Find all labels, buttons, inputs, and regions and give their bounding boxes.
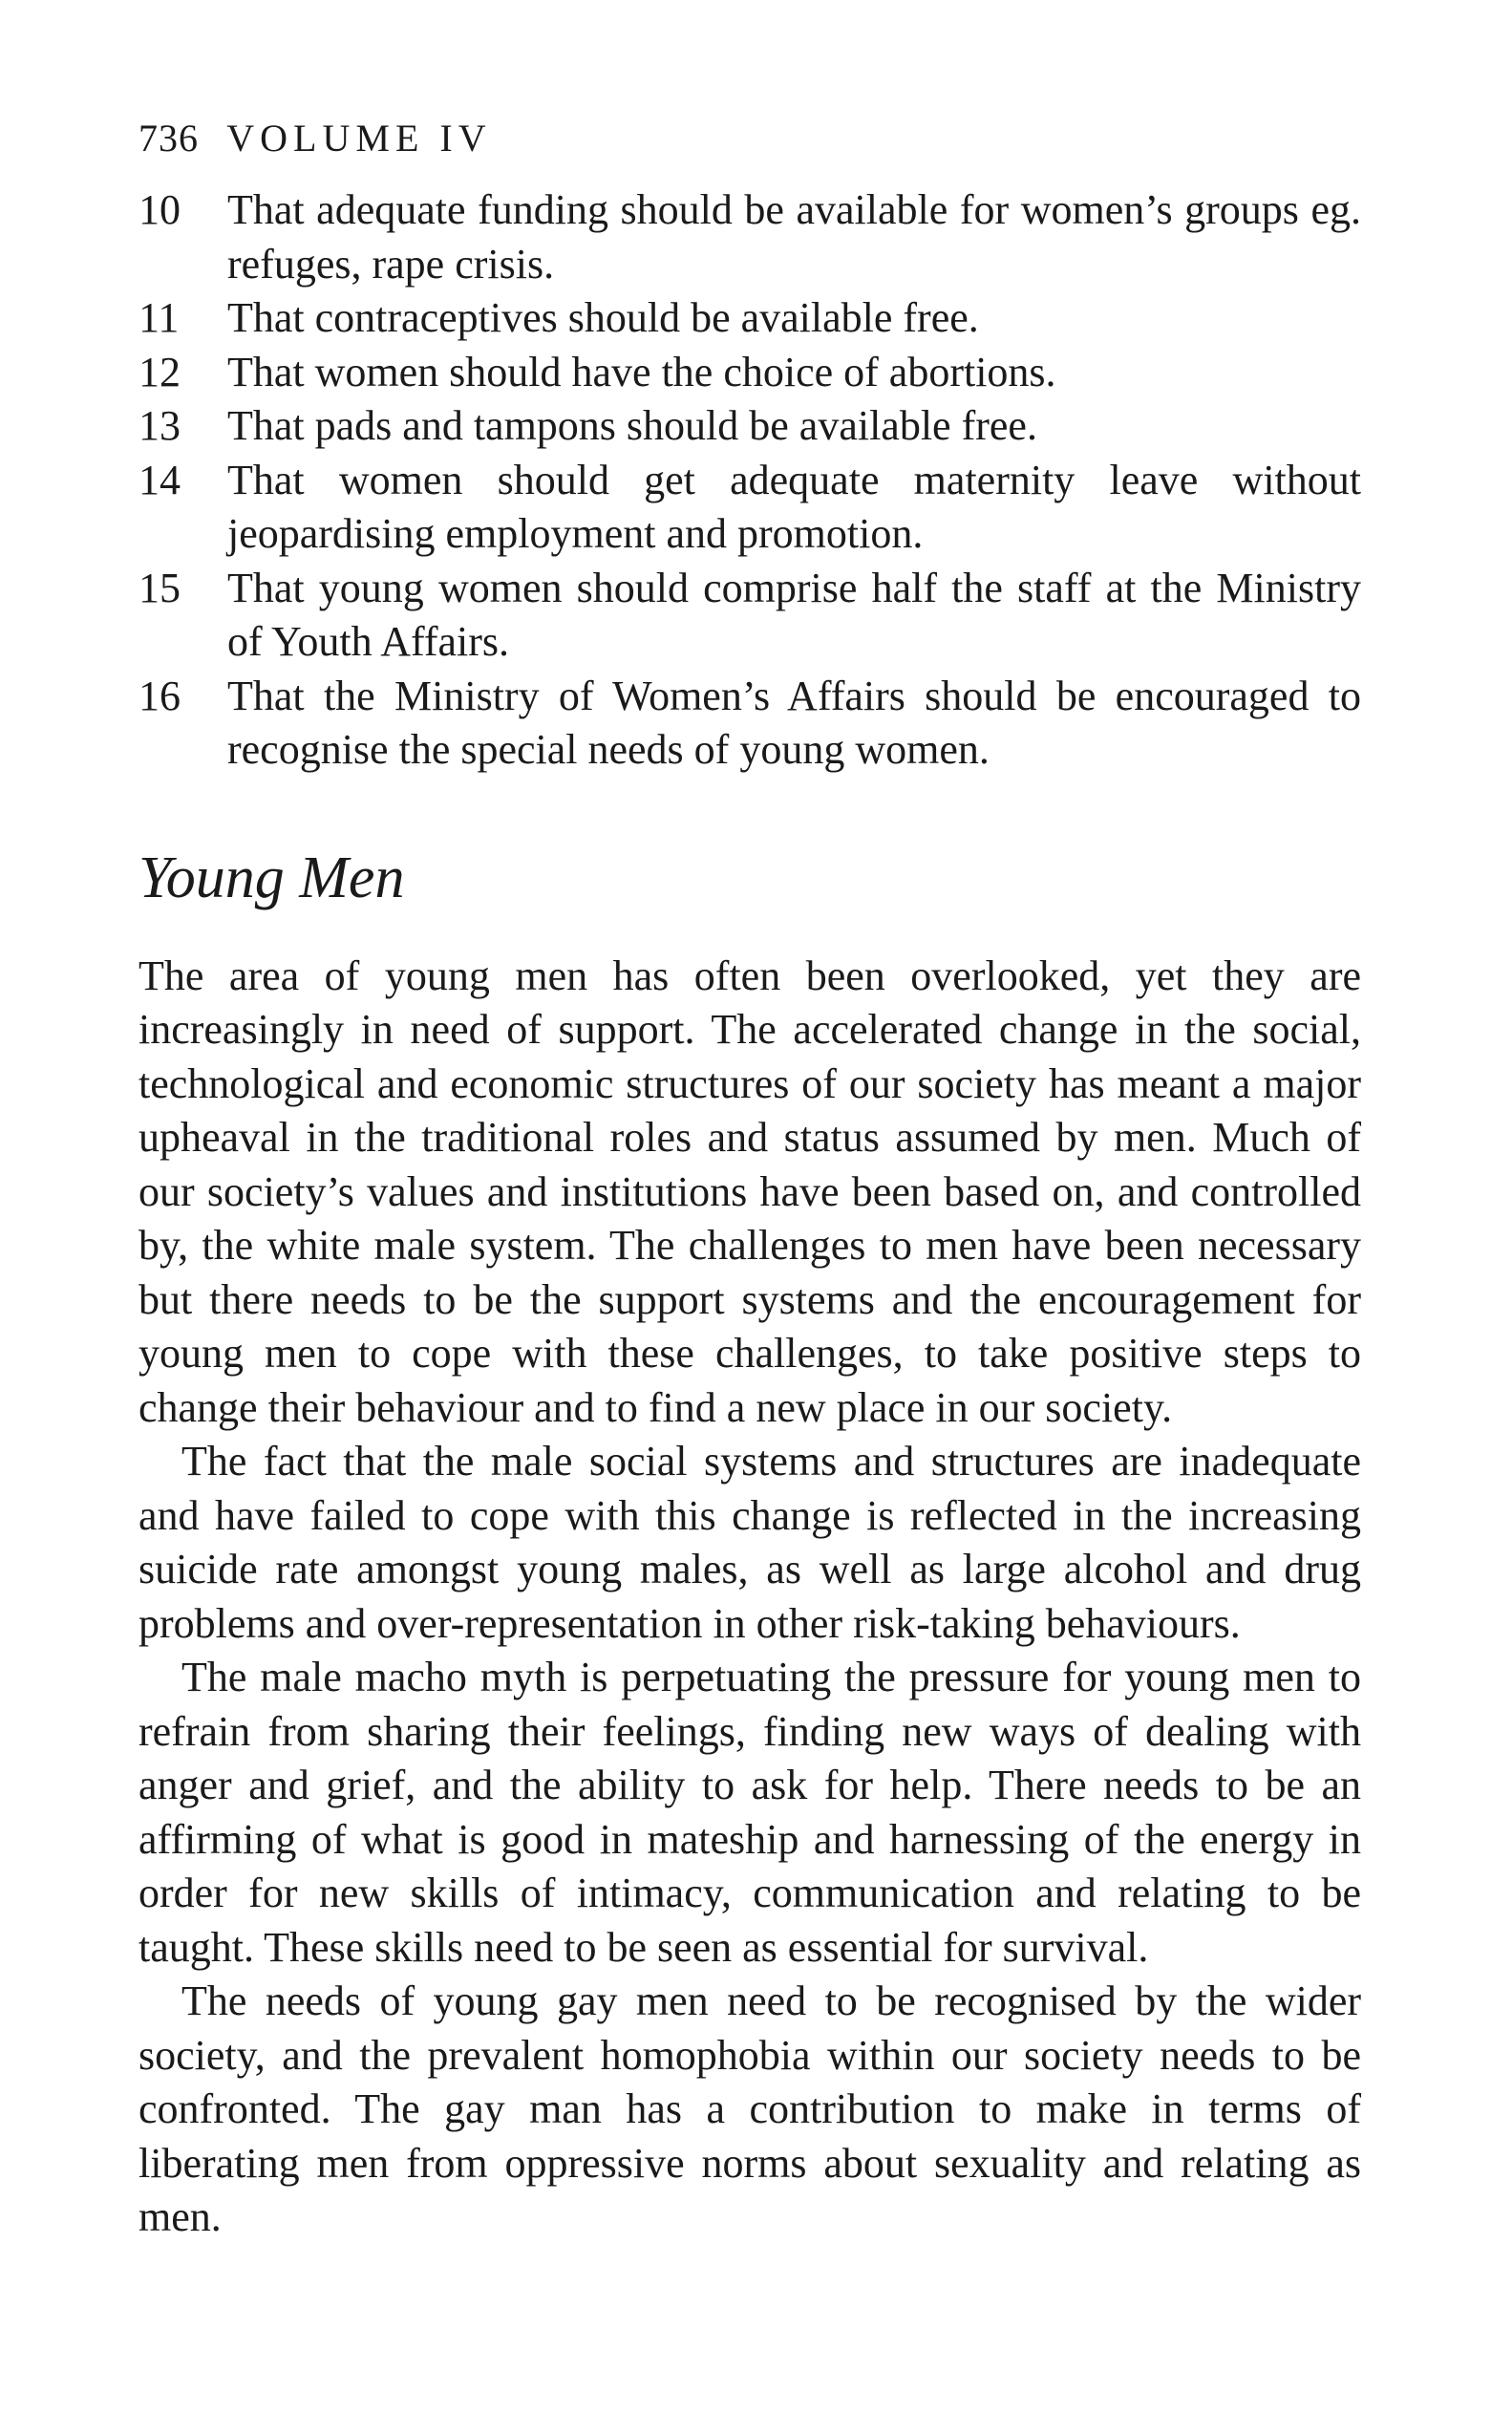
page-number: 736 [138,117,199,160]
volume-label: VOLUME IV [226,117,492,160]
list-item-number: 10 [138,186,181,233]
list-item [138,183,1361,291]
list-item [138,291,1361,346]
section-heading: Young Men [138,844,405,910]
list-item [138,346,1361,400]
list-item-number: 11 [138,294,180,341]
body-paragraph: The needs of young gay men need to be recognised by the wider society, and the prevalent homophobia within our society needs to be confronted. The gay man has a contribution to make in terms of liberating men from oppressive norms about sexuality and relating as men. [138,1977,1361,2240]
list-item-text: That young women should comprise half the staff at the Ministry of Youth Affairs. [227,564,1361,665]
list-item-text: That women should have the choice of abortions. [227,348,1056,395]
list-item-text: That the Ministry of Women’s Affairs should be encouraged to recognise the special needs of young women. [227,672,1361,773]
list-item-text: That pads and tampons should be available free. [227,402,1037,449]
document-page [138,115,1361,2245]
list-item-number: 13 [138,402,181,449]
list-item-text: That adequate funding should be available for women’s groups eg. refuges, rape crisis. [227,186,1361,288]
running-head [138,115,1361,162]
body-paragraph: The area of young men has often been overlooked, yet they are increasingly in need of support. The accelerated change in the social, technological and economic structures of our society has meant a major upheaval in the traditional roles and status assumed by men. Much of our society’s values and institutions have been based on, and controlled by, the white male system. The challenges to men have been necessary but there needs to be the support systems and the encouragement for young men to cope with these challenges, to take positive steps to change their behaviour and to find a new place in our society. [138,951,1361,1431]
body-paragraph: The male macho myth is perpetuating the pressure for young men to refrain from sharing their feelings, finding new ways of dealing with anger and grief, and the ability to ask for help. There needs to be an affirming of what is good in mateship and harnessing of the energy in order for new skills of intimacy, communication and relating to be taught. These skills need to be seen as essential for survival. [138,1654,1361,1971]
list-item-number: 14 [138,456,181,503]
body-paragraph: The fact that the male social systems and structures are inadequate and have failed to cope with this change is reflected in the increasing suicide rate amongst young males, as well as large alcohol and drug problems and over-representation in other risk-taking behaviours. [138,1438,1361,1647]
list-item-number: 16 [138,672,181,719]
list-item-text: That women should get adequate maternity leave without jeopardising employment and promotion. [227,456,1361,557]
list-item [138,562,1361,670]
list-item [138,454,1361,562]
list-item-number: 12 [138,348,181,395]
list-item [138,670,1361,778]
list-item [138,399,1361,454]
list-item-number: 15 [138,564,181,611]
recommendations-list [138,183,1361,778]
list-item-text: That contraceptives should be available free. [227,294,979,341]
